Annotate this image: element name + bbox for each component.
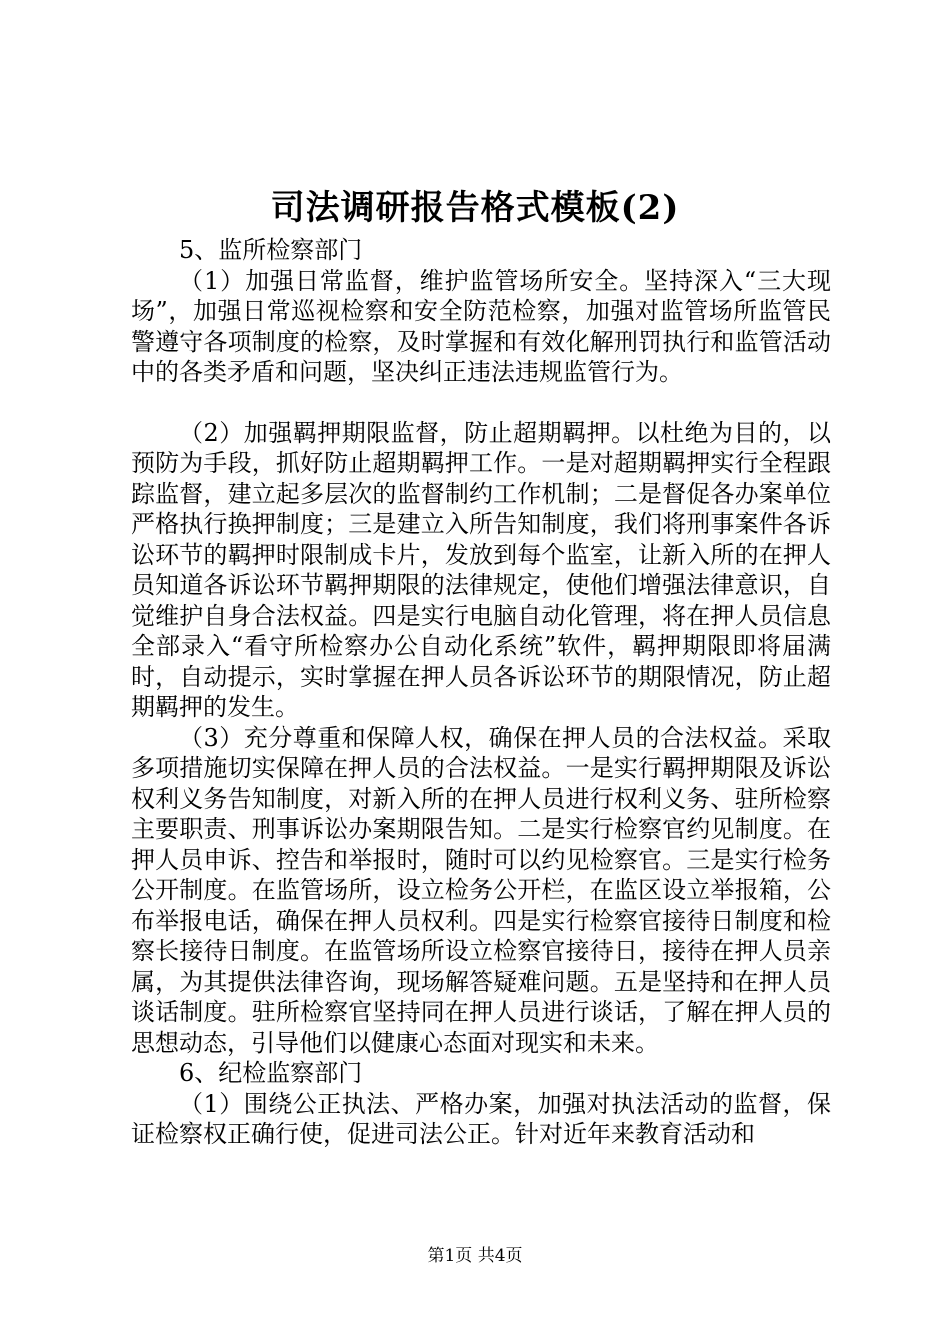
section-heading-5: 5、监所检察部门 — [179, 236, 363, 264]
paragraph-gap — [131, 388, 831, 418]
paragraph-6-1: （1）围绕公正执法、严格办案，加强对执法活动的监督，保证检察权正确行使，促进司法公正。针对近年来教育活动和 — [131, 1089, 831, 1148]
paragraph-5-1: （1）加强日常监督，维护监管场所安全。坚持深入“三大现场”，加强日常巡视检察和安全防范检察，加强对监管场所监管民警遵守各项制度的检察，及时掌握和有效化解刑罚执行和监管活动中的各类矛盾和问题，坚决纠正违法违规监管行为。 — [131, 266, 831, 386]
document-body — [131, 235, 831, 1150]
paragraph-5-2: （2）加强羁押期限监督，防止超期羁押。以杜绝为目的，以预防为手段，抓好防止超期羁押工作。一是对超期羁押实行全程跟踪监督，建立起多层次的监督制约工作机制；二是督促各办案单位严格执行换押制度；三是建立入所告知制度，我们将刑事案件各诉讼环节的羁押时限制成卡片，发放到每个监室，让新入所的在押人员知道各诉讼环节羁押期限的法律规定，使他们增强法律意识，自觉维护自身合法权益。四是实行电脑自动化管理，将在押人员信息全部录入“看守所检察办公自动化系统”软件，羁押期限即将届满时，自动提示，实时掌握在押人员各诉讼环节的期限情况，防止超期羁押的发生。 — [131, 418, 831, 721]
page-footer: 第1页 共4页 — [427, 1246, 523, 1266]
section-heading-6: 6、纪检监察部门 — [179, 1059, 363, 1087]
paragraph-5-3: （3）充分尊重和保障人权，确保在押人员的合法权益。采取多项措施切实保障在押人员的合法权益。一是实行羁押期限及诉讼权利义务告知制度，对新入所的在押人员进行权利义务、驻所检察主要职责、刑事诉讼办案期限告知。二是实行检察官约见制度。在押人员申诉、控告和举报时，随时可以约见检察官。三是实行检务公开制度。在监管场所，设立检务公开栏，在监区设立举报箱，公布举报电话，确保在押人员权利。四是实行检察官接待日制度和检察长接待日制度。在监管场所设立检察官接待日，接待在押人员亲属，为其提供法律咨询，现场解答疑难问题。五是坚持和在押人员谈话制度。驻所检察官坚持同在押人员进行谈话，了解在押人员的思想动态，引导他们以健康心态面对现实和未来。 — [131, 723, 831, 1057]
document-title: 司法调研报告格式模板(2) — [270, 188, 680, 228]
